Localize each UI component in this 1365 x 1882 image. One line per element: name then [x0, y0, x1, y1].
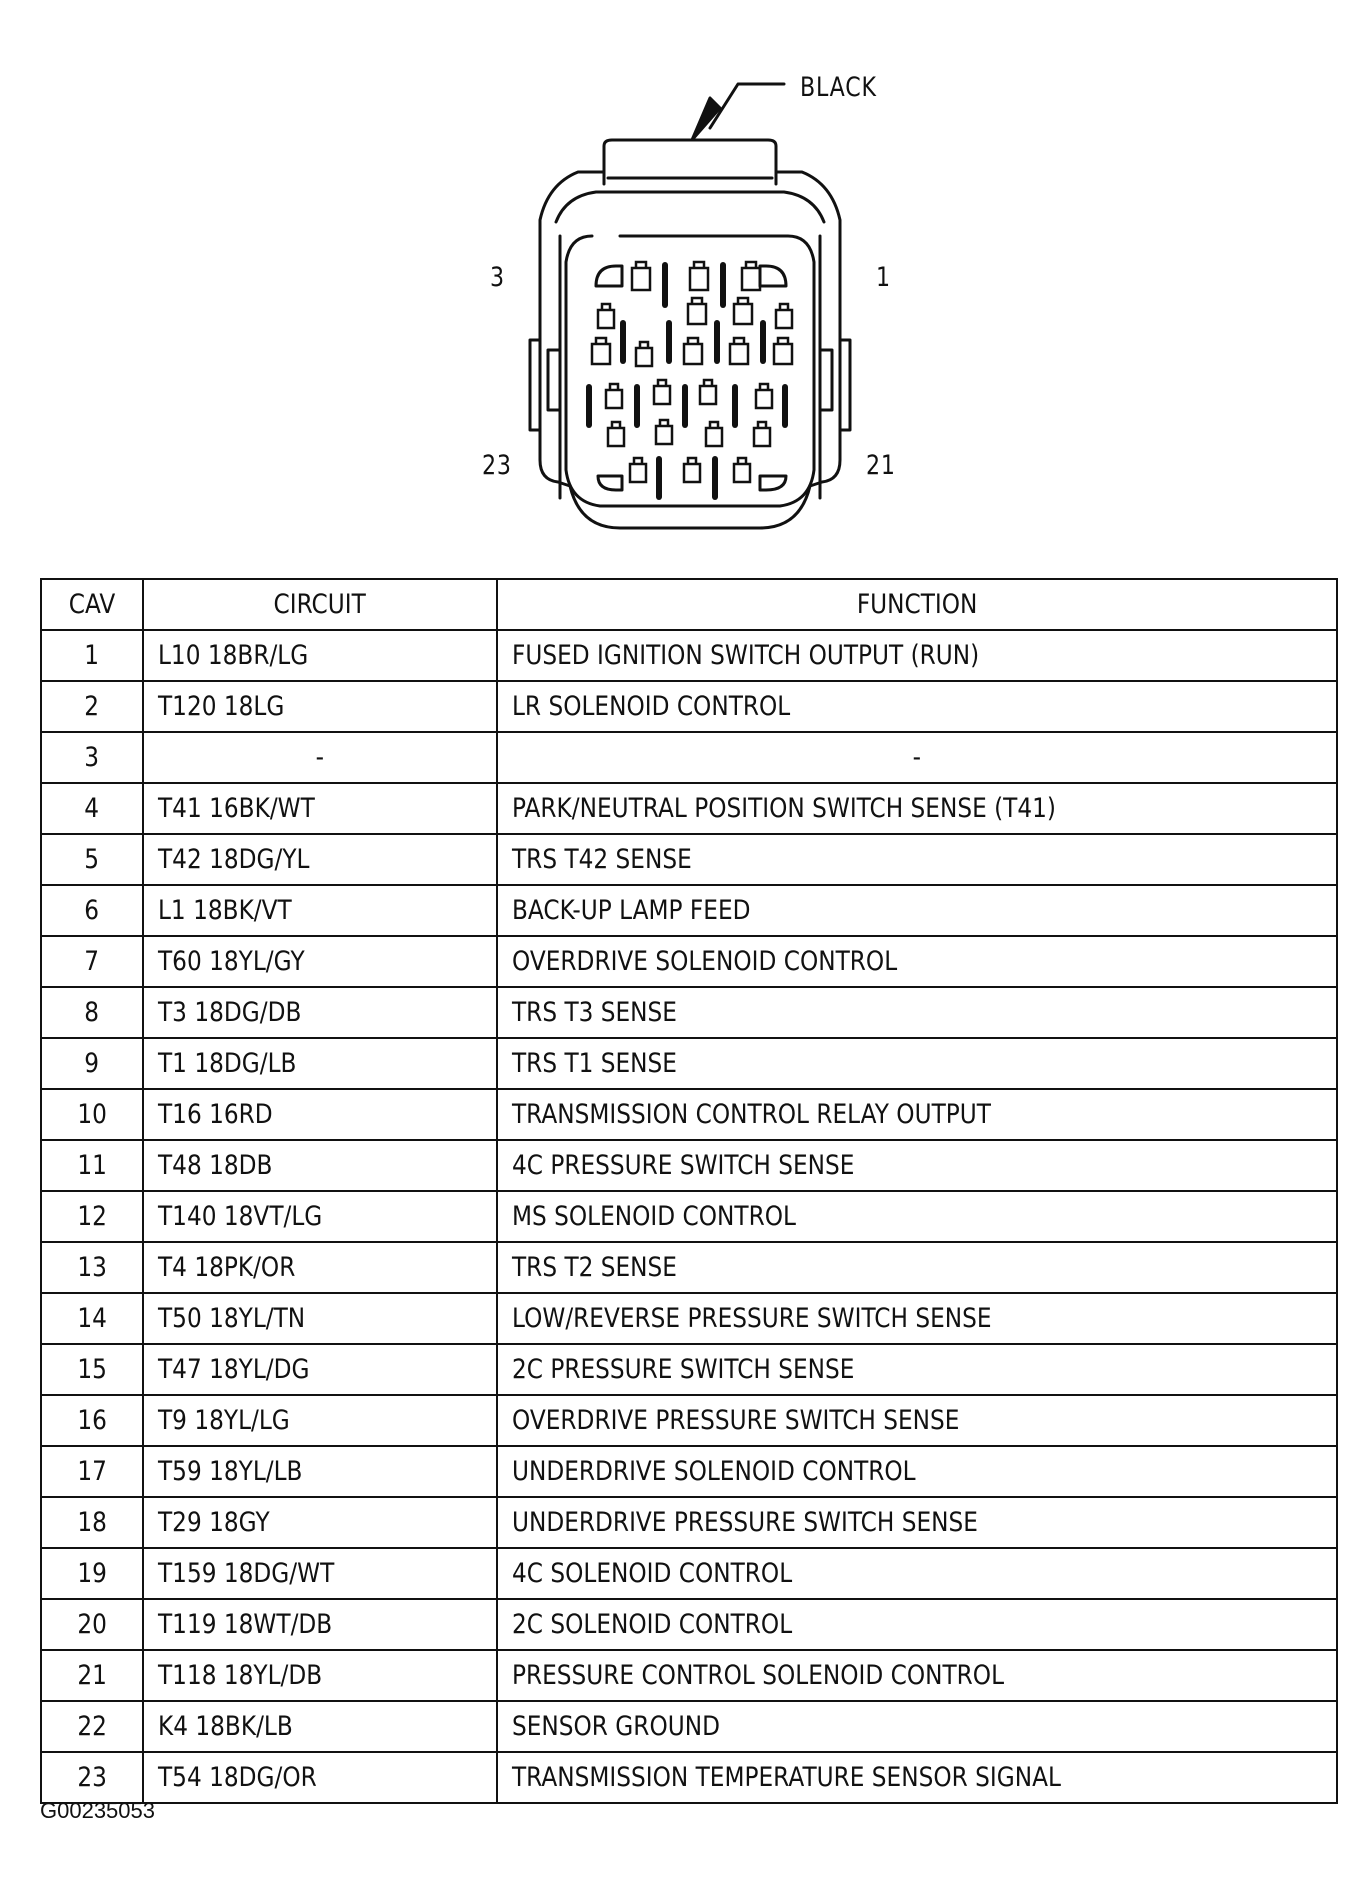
slot-terminal [760, 320, 766, 364]
slot-terminal [782, 384, 788, 428]
function-cell: FUSED IGNITION SWITCH OUTPUT (RUN) [497, 630, 1337, 681]
cav-cell: 21 [41, 1650, 143, 1701]
cav-cell: 16 [41, 1395, 143, 1446]
circuit-cell: T29 18GY [143, 1497, 497, 1548]
table-row [41, 783, 1337, 834]
slot-terminal [666, 320, 672, 364]
function-cell: UNDERDRIVE SOLENOID CONTROL [497, 1446, 1337, 1497]
cav-cell: 17 [41, 1446, 143, 1497]
table-header-row [41, 579, 1337, 630]
circuit-cell: T9 18YL/LG [143, 1395, 497, 1446]
function-cell: 2C SOLENOID CONTROL [497, 1599, 1337, 1650]
header-cav: CAV [41, 579, 143, 630]
cav-cell: 8 [41, 987, 143, 1038]
terminal-cavity [774, 338, 792, 364]
circuit-cell: T159 18DG/WT [143, 1548, 497, 1599]
terminal-cavity [756, 384, 772, 408]
cav-cell: 22 [41, 1701, 143, 1752]
table-row [41, 681, 1337, 732]
table-row [41, 1038, 1337, 1089]
circuit-cell: T47 18YL/DG [143, 1344, 497, 1395]
figure-id: G00235053 [40, 1798, 155, 1823]
function-cell: LOW/REVERSE PRESSURE SWITCH SENSE [497, 1293, 1337, 1344]
table-row [41, 732, 1337, 783]
cav-cell: 1 [41, 630, 143, 681]
slot-terminal [720, 262, 726, 308]
circuit-cell: T16 16RD [143, 1089, 497, 1140]
cav-cell: 20 [41, 1599, 143, 1650]
circuit-cell: T3 18DG/DB [143, 987, 497, 1038]
slot-terminal [714, 320, 720, 364]
terminal-cavity [598, 304, 614, 328]
cav-cell: 15 [41, 1344, 143, 1395]
cav-cell: 12 [41, 1191, 143, 1242]
terminal-cavity [608, 422, 624, 446]
circuit-cell: L1 18BK/VT [143, 885, 497, 936]
terminal-cavity [700, 380, 716, 404]
function-cell: UNDERDRIVE PRESSURE SWITCH SENSE [497, 1497, 1337, 1548]
terminal-cavity [742, 262, 760, 290]
table-row [41, 987, 1337, 1038]
cav-cell: 5 [41, 834, 143, 885]
function-cell: - [497, 732, 1337, 783]
cavity-label-top-left: 3 [490, 262, 505, 293]
circuit-cell: T60 18YL/GY [143, 936, 497, 987]
cav-cell: 14 [41, 1293, 143, 1344]
terminal-cavity [730, 338, 748, 364]
function-cell: 2C PRESSURE SWITCH SENSE [497, 1344, 1337, 1395]
table-row [41, 1548, 1337, 1599]
cav-cell: 3 [41, 732, 143, 783]
function-cell: OVERDRIVE PRESSURE SWITCH SENSE [497, 1395, 1337, 1446]
function-cell: TRS T2 SENSE [497, 1242, 1337, 1293]
terminal-cavity [636, 342, 652, 366]
terminal-cavity [734, 298, 752, 324]
circuit-cell: K4 18BK/LB [143, 1701, 497, 1752]
slot-terminal [656, 456, 662, 500]
circuit-cell: T1 18DG/LB [143, 1038, 497, 1089]
cav-cell: 7 [41, 936, 143, 987]
slot-terminal [662, 262, 668, 308]
slot-terminal [732, 384, 738, 428]
circuit-cell: T118 18YL/DB [143, 1650, 497, 1701]
cav-cell: 11 [41, 1140, 143, 1191]
slot-terminal [682, 384, 688, 428]
table-row [41, 936, 1337, 987]
cavity-label-bottom-right: 21 [866, 450, 896, 481]
function-cell: TRANSMISSION TEMPERATURE SENSOR SIGNAL [497, 1752, 1337, 1803]
table-row [41, 1089, 1337, 1140]
terminal-cavity [592, 338, 610, 364]
cavity-label-top-right: 1 [876, 262, 891, 293]
circuit-cell: T48 18DB [143, 1140, 497, 1191]
circuit-cell: T42 18DG/YL [143, 834, 497, 885]
connector-shell [540, 172, 840, 528]
table-row [41, 885, 1337, 936]
table-row [41, 630, 1337, 681]
cav-cell: 18 [41, 1497, 143, 1548]
function-cell: BACK-UP LAMP FEED [497, 885, 1337, 936]
circuit-cell: T41 16BK/WT [143, 783, 497, 834]
circuit-cell: - [143, 732, 497, 783]
terminal-cavity [690, 262, 708, 290]
cav-cell: 2 [41, 681, 143, 732]
terminal-cavity [754, 422, 770, 446]
terminal-cavity [734, 458, 750, 482]
table-row [41, 1344, 1337, 1395]
function-cell: PARK/NEUTRAL POSITION SWITCH SENSE (T41) [497, 783, 1337, 834]
terminal-cavity [654, 380, 670, 404]
function-cell: TRANSMISSION CONTROL RELAY OUTPUT [497, 1089, 1337, 1140]
terminal-cavity [632, 262, 650, 290]
table-row [41, 1242, 1337, 1293]
slot-terminal [620, 320, 626, 364]
circuit-cell: T59 18YL/LB [143, 1446, 497, 1497]
table-row [41, 1395, 1337, 1446]
function-cell: TRS T42 SENSE [497, 834, 1337, 885]
terminal-cavity [706, 422, 722, 446]
function-cell: TRS T3 SENSE [497, 987, 1337, 1038]
table-row [41, 1191, 1337, 1242]
function-cell: MS SOLENOID CONTROL [497, 1191, 1337, 1242]
slot-terminal [712, 456, 718, 500]
callout-leader-line [710, 84, 784, 128]
terminal-cavity [688, 298, 706, 324]
table-row [41, 1497, 1337, 1548]
table-row [41, 1599, 1337, 1650]
terminal-cavity [684, 338, 702, 364]
cav-cell: 6 [41, 885, 143, 936]
terminal-cavity [606, 384, 622, 408]
table-row [41, 834, 1337, 885]
function-cell: OVERDRIVE SOLENOID CONTROL [497, 936, 1337, 987]
function-cell: LR SOLENOID CONTROL [497, 681, 1337, 732]
circuit-cell: T4 18PK/OR [143, 1242, 497, 1293]
terminal-cavity [656, 420, 672, 444]
cav-cell: 9 [41, 1038, 143, 1089]
slot-terminal [634, 384, 640, 428]
table-row [41, 1446, 1337, 1497]
table-row [41, 1650, 1337, 1701]
cav-cell: 10 [41, 1089, 143, 1140]
terminal-cavity [630, 458, 646, 482]
circuit-cell: T50 18YL/TN [143, 1293, 497, 1344]
table-row [41, 1293, 1337, 1344]
cav-cell: 13 [41, 1242, 143, 1293]
terminal-cavity [684, 458, 700, 482]
table-row [41, 1701, 1337, 1752]
cavity-label-bottom-left: 23 [482, 450, 512, 481]
pinout-table [40, 578, 1338, 1804]
circuit-cell: T54 18DG/OR [143, 1752, 497, 1803]
circuit-cell: T140 18VT/LG [143, 1191, 497, 1242]
circuit-cell: T119 18WT/DB [143, 1599, 497, 1650]
cav-cell: 23 [41, 1752, 143, 1803]
cav-cell: 4 [41, 783, 143, 834]
terminal-cavity [776, 304, 792, 328]
header-circuit: CIRCUIT [143, 579, 497, 630]
circuit-cell: T120 18LG [143, 681, 497, 732]
table-row [41, 1140, 1337, 1191]
function-cell: 4C SOLENOID CONTROL [497, 1548, 1337, 1599]
connector-diagram [0, 0, 1365, 560]
header-function: FUNCTION [497, 579, 1337, 630]
table-row [41, 1752, 1337, 1803]
color-callout-label: BLACK [800, 72, 877, 103]
slot-terminal [586, 384, 592, 428]
function-cell: PRESSURE CONTROL SOLENOID CONTROL [497, 1650, 1337, 1701]
function-cell: TRS T1 SENSE [497, 1038, 1337, 1089]
function-cell: 4C PRESSURE SWITCH SENSE [497, 1140, 1337, 1191]
cav-cell: 19 [41, 1548, 143, 1599]
function-cell: SENSOR GROUND [497, 1701, 1337, 1752]
circuit-cell: L10 18BR/LG [143, 630, 497, 681]
